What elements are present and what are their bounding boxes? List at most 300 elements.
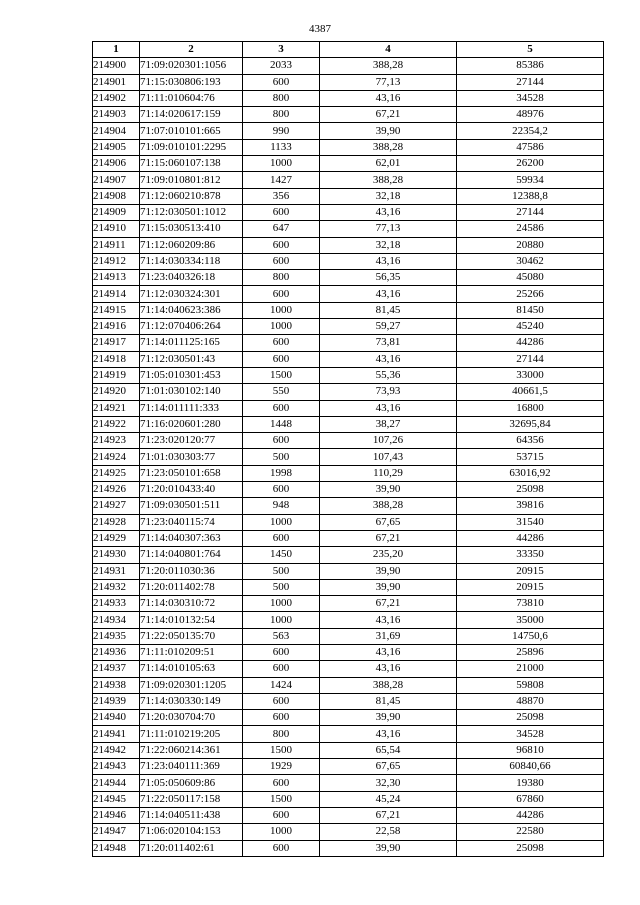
table-cell: 73810 (457, 596, 604, 612)
table-cell: 25896 (457, 644, 604, 660)
table-cell: 1929 (243, 759, 320, 775)
table-row (93, 139, 604, 155)
table-cell: 59,27 (320, 319, 457, 335)
table-cell: 214912 (93, 253, 140, 269)
table-cell: 71:23:040111:369 (140, 759, 243, 775)
table-cell: 71:12:030501:1012 (140, 204, 243, 220)
table-cell: 59934 (457, 172, 604, 188)
table-cell: 1500 (243, 742, 320, 758)
table-cell: 71:07:010101:665 (140, 123, 243, 139)
table-cell: 214906 (93, 156, 140, 172)
table-cell: 39816 (457, 498, 604, 514)
table-body (93, 58, 604, 857)
table-row (93, 286, 604, 302)
table-cell: 43,16 (320, 612, 457, 628)
table-row (93, 172, 604, 188)
table-cell: 214913 (93, 270, 140, 286)
table-cell: 81450 (457, 302, 604, 318)
table-cell: 500 (243, 563, 320, 579)
table-cell: 800 (243, 270, 320, 286)
table-cell: 60840,66 (457, 759, 604, 775)
table-cell: 25098 (457, 710, 604, 726)
table-cell: 2033 (243, 58, 320, 74)
table-cell: 214902 (93, 90, 140, 106)
table-cell: 71:22:050117:158 (140, 791, 243, 807)
table-cell: 35000 (457, 612, 604, 628)
table-cell: 600 (243, 204, 320, 220)
table-cell: 34528 (457, 90, 604, 106)
table-cell: 1000 (243, 596, 320, 612)
table-cell: 44286 (457, 530, 604, 546)
table-cell: 388,28 (320, 139, 457, 155)
table-row (93, 824, 604, 840)
table-cell: 600 (243, 693, 320, 709)
table-cell: 67,65 (320, 759, 457, 775)
table-row (93, 563, 604, 579)
table-row (93, 449, 604, 465)
table-row (93, 644, 604, 660)
table-row (93, 253, 604, 269)
table-cell: 71:15:030513:410 (140, 221, 243, 237)
table-cell: 214919 (93, 367, 140, 383)
table-cell: 600 (243, 433, 320, 449)
table-cell: 71:14:030334:118 (140, 253, 243, 269)
table-cell: 500 (243, 579, 320, 595)
table-cell: 214909 (93, 204, 140, 220)
table-cell: 214921 (93, 400, 140, 416)
table-row (93, 367, 604, 383)
table-cell: 67,21 (320, 530, 457, 546)
table-cell: 71:11:010604:76 (140, 90, 243, 106)
table-cell: 214911 (93, 237, 140, 253)
table-cell: 600 (243, 710, 320, 726)
table-cell: 32,30 (320, 775, 457, 791)
table-cell: 77,13 (320, 221, 457, 237)
table-cell: 214929 (93, 530, 140, 546)
table-cell: 71:20:010433:40 (140, 482, 243, 498)
table-cell: 948 (243, 498, 320, 514)
table-cell: 71:09:020301:1205 (140, 677, 243, 693)
table-cell: 32,18 (320, 188, 457, 204)
table-cell: 71:20:011030:36 (140, 563, 243, 579)
table-cell: 214933 (93, 596, 140, 612)
table-cell: 214944 (93, 775, 140, 791)
table-row (93, 514, 604, 530)
table-cell: 71:22:060214:361 (140, 742, 243, 758)
table-cell: 1133 (243, 139, 320, 155)
table-cell: 600 (243, 661, 320, 677)
table-cell: 45080 (457, 270, 604, 286)
table-cell: 214905 (93, 139, 140, 155)
table-row (93, 677, 604, 693)
table-row (93, 400, 604, 416)
table-cell: 500 (243, 449, 320, 465)
table-cell: 27144 (457, 351, 604, 367)
table-row (93, 579, 604, 595)
page-number: 4387 (309, 23, 331, 35)
table-row (93, 693, 604, 709)
table-cell: 71:05:050609:86 (140, 775, 243, 791)
table-cell: 55,36 (320, 367, 457, 383)
table-cell: 24586 (457, 221, 604, 237)
table-cell: 71:14:040511:438 (140, 807, 243, 823)
table-cell: 600 (243, 335, 320, 351)
table-cell: 22,58 (320, 824, 457, 840)
table-cell: 25098 (457, 482, 604, 498)
table-cell: 214922 (93, 416, 140, 432)
table-cell: 32,18 (320, 237, 457, 253)
table-cell: 47586 (457, 139, 604, 155)
table-cell: 800 (243, 90, 320, 106)
table-cell: 71:12:060210:878 (140, 188, 243, 204)
table-cell: 214948 (93, 840, 140, 856)
table-cell: 214942 (93, 742, 140, 758)
table-cell: 71:22:050135:70 (140, 628, 243, 644)
table-cell: 64356 (457, 433, 604, 449)
table-cell: 214934 (93, 612, 140, 628)
table-cell: 214907 (93, 172, 140, 188)
table-cell: 31,69 (320, 628, 457, 644)
table-cell: 73,93 (320, 384, 457, 400)
table-cell: 39,90 (320, 123, 457, 139)
table-row (93, 547, 604, 563)
table-cell: 34528 (457, 726, 604, 742)
table-cell: 214941 (93, 726, 140, 742)
table-cell: 32695,84 (457, 416, 604, 432)
table-cell: 214920 (93, 384, 140, 400)
table-row (93, 58, 604, 74)
table-cell: 38,27 (320, 416, 457, 432)
table-cell: 600 (243, 530, 320, 546)
table-cell: 71:11:010209:51 (140, 644, 243, 660)
table-cell: 214916 (93, 319, 140, 335)
table-row (93, 416, 604, 432)
table-cell: 67860 (457, 791, 604, 807)
table-row (93, 759, 604, 775)
table-cell: 647 (243, 221, 320, 237)
table-cell: 214931 (93, 563, 140, 579)
table-cell: 214925 (93, 465, 140, 481)
table-cell: 800 (243, 726, 320, 742)
column-header: 1 (93, 42, 140, 58)
table-cell: 1450 (243, 547, 320, 563)
table-cell: 43,16 (320, 253, 457, 269)
table-cell: 214937 (93, 661, 140, 677)
table-cell: 107,26 (320, 433, 457, 449)
table-row (93, 775, 604, 791)
table-cell: 214904 (93, 123, 140, 139)
table-cell: 67,65 (320, 514, 457, 530)
table-cell: 214924 (93, 449, 140, 465)
table-cell: 71:12:060209:86 (140, 237, 243, 253)
table-cell: 71:23:020120:77 (140, 433, 243, 449)
table-cell: 235,20 (320, 547, 457, 563)
table-cell: 30462 (457, 253, 604, 269)
table-cell: 19380 (457, 775, 604, 791)
table-cell: 990 (243, 123, 320, 139)
table-cell: 81,45 (320, 302, 457, 318)
table-cell: 388,28 (320, 172, 457, 188)
table-cell: 67,21 (320, 596, 457, 612)
table-cell: 43,16 (320, 351, 457, 367)
table-cell: 388,28 (320, 498, 457, 514)
table-cell: 214918 (93, 351, 140, 367)
table-cell: 600 (243, 644, 320, 660)
table-cell: 600 (243, 840, 320, 856)
table-row (93, 726, 604, 742)
table-cell: 71:14:011111:333 (140, 400, 243, 416)
table-row (93, 742, 604, 758)
table-cell: 1500 (243, 367, 320, 383)
table-cell: 71:01:030102:140 (140, 384, 243, 400)
table-cell: 600 (243, 775, 320, 791)
table-cell: 71:14:020617:159 (140, 107, 243, 123)
table-cell: 22354,2 (457, 123, 604, 139)
table-cell: 25266 (457, 286, 604, 302)
table-cell: 71:15:060107:138 (140, 156, 243, 172)
table-cell: 107,43 (320, 449, 457, 465)
table-cell: 214903 (93, 107, 140, 123)
table-cell: 110,29 (320, 465, 457, 481)
data-table (92, 41, 604, 857)
table-cell: 550 (243, 384, 320, 400)
table-cell: 71:14:040307:363 (140, 530, 243, 546)
table-row (93, 156, 604, 172)
table-cell: 214938 (93, 677, 140, 693)
table-row (93, 351, 604, 367)
table-cell: 71:23:050101:658 (140, 465, 243, 481)
table-cell: 214915 (93, 302, 140, 318)
table-cell: 600 (243, 286, 320, 302)
table-cell: 56,35 (320, 270, 457, 286)
table-cell: 20915 (457, 563, 604, 579)
table-cell: 1424 (243, 677, 320, 693)
table-row (93, 90, 604, 106)
table-cell: 214923 (93, 433, 140, 449)
table-row (93, 270, 604, 286)
table-cell: 65,54 (320, 742, 457, 758)
table-cell: 214935 (93, 628, 140, 644)
table-cell: 214928 (93, 514, 140, 530)
column-header: 4 (320, 42, 457, 58)
table-row (93, 335, 604, 351)
table-cell: 39,90 (320, 579, 457, 595)
table-cell: 388,28 (320, 58, 457, 74)
table-row (93, 661, 604, 677)
table-cell: 39,90 (320, 710, 457, 726)
table-cell: 48976 (457, 107, 604, 123)
table-cell: 1000 (243, 612, 320, 628)
table-cell: 62,01 (320, 156, 457, 172)
table-cell: 43,16 (320, 644, 457, 660)
table-cell: 71:20:030704:70 (140, 710, 243, 726)
table-row (93, 612, 604, 628)
table-cell: 77,13 (320, 74, 457, 90)
table-cell: 71:09:020301:1056 (140, 58, 243, 74)
table-cell: 356 (243, 188, 320, 204)
table-cell: 214945 (93, 791, 140, 807)
table-cell: 71:14:030310:72 (140, 596, 243, 612)
table-cell: 12388,8 (457, 188, 604, 204)
table-cell: 1000 (243, 302, 320, 318)
table-cell: 27144 (457, 204, 604, 220)
table-cell: 214901 (93, 74, 140, 90)
table-cell: 71:14:010105:63 (140, 661, 243, 677)
table-cell: 71:12:030501:43 (140, 351, 243, 367)
table-cell: 71:09:030501:511 (140, 498, 243, 514)
table-cell: 214936 (93, 644, 140, 660)
table-cell: 27144 (457, 74, 604, 90)
table-cell: 71:12:030324:301 (140, 286, 243, 302)
table-cell: 63016,92 (457, 465, 604, 481)
table-cell: 45,24 (320, 791, 457, 807)
table-cell: 388,28 (320, 677, 457, 693)
table-row (93, 188, 604, 204)
table-cell: 22580 (457, 824, 604, 840)
table-cell: 71:20:011402:78 (140, 579, 243, 595)
table-cell: 600 (243, 74, 320, 90)
table-cell: 44286 (457, 807, 604, 823)
table-row (93, 123, 604, 139)
table-cell: 81,45 (320, 693, 457, 709)
table-cell: 48870 (457, 693, 604, 709)
table-cell: 214930 (93, 547, 140, 563)
table-row (93, 433, 604, 449)
table-cell: 1427 (243, 172, 320, 188)
table-cell: 214943 (93, 759, 140, 775)
table-cell: 85386 (457, 58, 604, 74)
table-cell: 39,90 (320, 840, 457, 856)
table-row (93, 530, 604, 546)
table-cell: 1000 (243, 156, 320, 172)
table-cell: 600 (243, 482, 320, 498)
table-row (93, 107, 604, 123)
table-cell: 600 (243, 237, 320, 253)
table-cell: 16800 (457, 400, 604, 416)
table-row (93, 384, 604, 400)
table-row (93, 710, 604, 726)
table-cell: 71:06:020104:153 (140, 824, 243, 840)
table-row (93, 302, 604, 318)
table-cell: 44286 (457, 335, 604, 351)
table-cell: 214940 (93, 710, 140, 726)
table-row (93, 237, 604, 253)
table-cell: 214900 (93, 58, 140, 74)
table-cell: 214914 (93, 286, 140, 302)
table-cell: 33350 (457, 547, 604, 563)
table-cell: 563 (243, 628, 320, 644)
table-cell: 39,90 (320, 482, 457, 498)
table-cell: 71:12:070406:264 (140, 319, 243, 335)
column-header: 5 (457, 42, 604, 58)
table-cell: 43,16 (320, 661, 457, 677)
table-cell: 31540 (457, 514, 604, 530)
table-cell: 214946 (93, 807, 140, 823)
table-row (93, 791, 604, 807)
table-cell: 20880 (457, 237, 604, 253)
table-row (93, 74, 604, 90)
table-cell: 14750,6 (457, 628, 604, 644)
table-cell: 39,90 (320, 563, 457, 579)
table-cell: 20915 (457, 579, 604, 595)
table-row (93, 498, 604, 514)
table-cell: 45240 (457, 319, 604, 335)
column-header: 3 (243, 42, 320, 58)
table-cell: 33000 (457, 367, 604, 383)
table-cell: 600 (243, 351, 320, 367)
table-cell: 67,21 (320, 107, 457, 123)
table-cell: 43,16 (320, 726, 457, 742)
table-cell: 214927 (93, 498, 140, 514)
table-cell: 21000 (457, 661, 604, 677)
table-row (93, 465, 604, 481)
table-cell: 71:23:040326:18 (140, 270, 243, 286)
table-cell: 214932 (93, 579, 140, 595)
table-cell: 600 (243, 807, 320, 823)
table-cell: 71:16:020601:280 (140, 416, 243, 432)
table-cell: 1000 (243, 514, 320, 530)
table-cell: 71:14:011125:165 (140, 335, 243, 351)
table-cell: 1500 (243, 791, 320, 807)
table-cell: 214910 (93, 221, 140, 237)
table-cell: 214939 (93, 693, 140, 709)
table-cell: 214917 (93, 335, 140, 351)
table-cell: 214947 (93, 824, 140, 840)
table-cell: 600 (243, 253, 320, 269)
table-cell: 71:05:010301:453 (140, 367, 243, 383)
table-row (93, 204, 604, 220)
table-cell: 59808 (457, 677, 604, 693)
table-row (93, 482, 604, 498)
table-cell: 40661,5 (457, 384, 604, 400)
table-row (93, 840, 604, 856)
table-cell: 71:20:011402:61 (140, 840, 243, 856)
table-cell: 1448 (243, 416, 320, 432)
table-row (93, 319, 604, 335)
table-cell: 43,16 (320, 204, 457, 220)
table-cell: 71:11:010219:205 (140, 726, 243, 742)
table-cell: 43,16 (320, 400, 457, 416)
table-row (93, 628, 604, 644)
table-cell: 71:15:030806:193 (140, 74, 243, 90)
table-cell: 71:14:040801:764 (140, 547, 243, 563)
table-cell: 71:09:010101:2295 (140, 139, 243, 155)
table-cell: 71:14:030330:149 (140, 693, 243, 709)
table-cell: 214926 (93, 482, 140, 498)
table-cell: 67,21 (320, 807, 457, 823)
table-row (93, 596, 604, 612)
table-cell: 43,16 (320, 90, 457, 106)
table-cell: 1000 (243, 824, 320, 840)
table-cell: 800 (243, 107, 320, 123)
table-header-row (93, 42, 604, 58)
table-cell: 71:01:030303:77 (140, 449, 243, 465)
table-cell: 43,16 (320, 286, 457, 302)
table-cell: 71:09:010801:812 (140, 172, 243, 188)
table-cell: 71:14:010132:54 (140, 612, 243, 628)
table-cell: 214908 (93, 188, 140, 204)
column-header: 2 (140, 42, 243, 58)
table-cell: 1000 (243, 319, 320, 335)
table-cell: 71:14:040623:386 (140, 302, 243, 318)
table-row (93, 221, 604, 237)
table-cell: 73,81 (320, 335, 457, 351)
table-cell: 71:23:040115:74 (140, 514, 243, 530)
table-cell: 25098 (457, 840, 604, 856)
table-cell: 96810 (457, 742, 604, 758)
table-cell: 600 (243, 400, 320, 416)
table-cell: 53715 (457, 449, 604, 465)
